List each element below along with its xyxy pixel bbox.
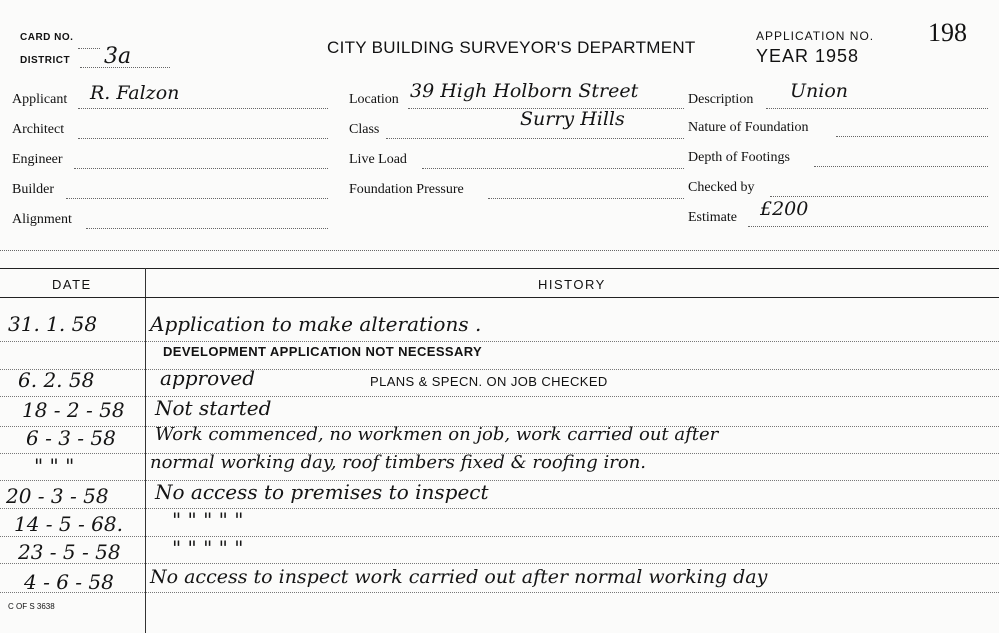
location-value-2: Surry Hills xyxy=(520,108,625,130)
estimate-value: £200 xyxy=(760,198,809,220)
department-title: CITY BUILDING SURVEYOR'S DEPARTMENT xyxy=(327,38,696,57)
class-label: Class xyxy=(349,122,380,137)
history-entry: " " " " " xyxy=(172,508,244,532)
district-label: DISTRICT xyxy=(20,55,71,66)
date-cell: 6 - 3 - 58 xyxy=(26,426,116,450)
application-number: 198 xyxy=(928,18,967,47)
checked-by-label: Checked by xyxy=(688,180,755,195)
history-entry: Application to make alterations . xyxy=(150,312,482,336)
depth-of-footings-label: Depth of Footings xyxy=(688,150,790,165)
card-no-label: CARD NO. xyxy=(20,32,74,43)
development-stamp: DEVELOPMENT APPLICATION NOT NECESSARY xyxy=(163,344,483,359)
history-entry: " " " " " xyxy=(172,536,244,560)
application-year: YEAR 1958 xyxy=(756,46,860,66)
date-cell: 6. 2. 58 xyxy=(18,368,95,392)
alignment-label: Alignment xyxy=(12,212,72,227)
date-cell: " " " xyxy=(34,454,75,478)
district-value: 3a xyxy=(104,44,132,69)
location-label: Location xyxy=(349,92,399,107)
applicant-value: R. Falzon xyxy=(90,82,180,104)
history-entry: approved xyxy=(160,366,256,390)
plans-checked-stamp: PLANS & SPECN. ON JOB CHECKED xyxy=(370,374,608,389)
nature-of-foundation-label: Nature of Foundation xyxy=(688,120,809,135)
live-load-label: Live Load xyxy=(349,152,407,167)
history-entry: normal working day, roof timbers fixed & roofing iron. xyxy=(150,452,647,473)
description-label: Description xyxy=(688,92,754,107)
date-cell: 14 - 5 - 68. xyxy=(14,512,123,536)
history-entry: Work commenced, no workmen on job, work carried out after xyxy=(155,424,719,445)
date-column-divider xyxy=(145,268,146,633)
history-entry: Not started xyxy=(155,396,272,420)
location-value-1: 39 High Holborn Street xyxy=(410,80,639,102)
builder-label: Builder xyxy=(12,182,54,197)
description-value: Union xyxy=(790,80,849,102)
application-no-label: APPLICATION NO. xyxy=(756,29,875,43)
engineer-label: Engineer xyxy=(12,152,63,167)
date-header: DATE xyxy=(52,277,92,292)
history-header: HISTORY xyxy=(538,277,606,292)
date-cell: 18 - 2 - 58 xyxy=(22,398,125,422)
date-cell: 4 - 6 - 58 xyxy=(24,570,114,594)
history-entry: No access to inspect work carried out after normal working day xyxy=(150,566,768,588)
architect-label: Architect xyxy=(12,122,65,137)
date-cell: 23 - 5 - 58 xyxy=(18,540,121,564)
form-number: C OF S 3638 xyxy=(8,602,55,611)
applicant-label: Applicant xyxy=(12,92,68,107)
date-cell: 31. 1. 58 xyxy=(8,312,98,336)
foundation-pressure-label: Foundation Pressure xyxy=(349,182,464,197)
history-entry: No access to premises to inspect xyxy=(155,480,489,504)
date-cell: 20 - 3 - 58 xyxy=(6,484,109,508)
estimate-label: Estimate xyxy=(688,210,737,225)
